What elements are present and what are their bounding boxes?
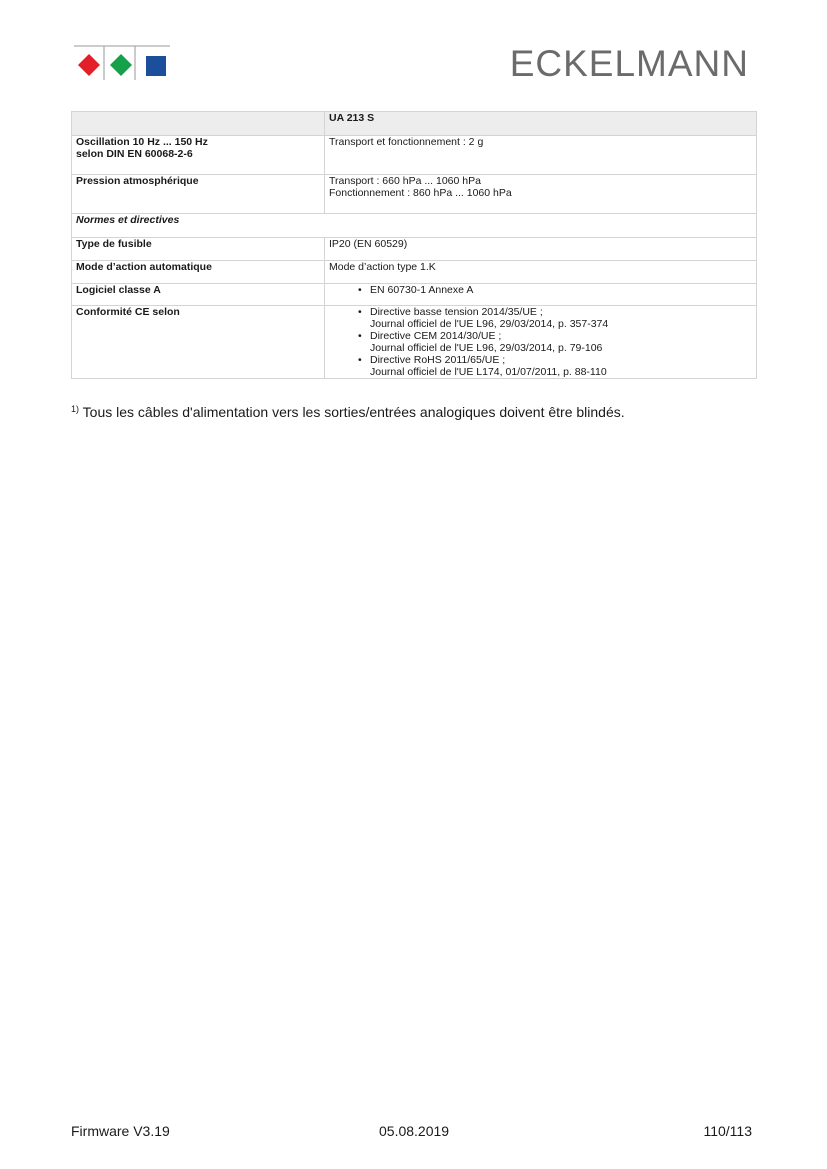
row-value — [325, 175, 757, 214]
list-item — [370, 306, 752, 330]
pression-label: Pression atmosphérique — [72, 175, 325, 214]
ce-item-title: • Directive basse tension 2014/35/UE ; — [370, 306, 543, 318]
footer-firmware: Firmware V3.19 — [71, 1123, 170, 1139]
row-label — [72, 136, 325, 175]
table-row — [72, 306, 757, 379]
ce-item-reference: Journal officiel de l'UE L96, 29/03/2014, p. 79-106 — [370, 342, 603, 354]
header-cell-model: UA 213 S — [325, 112, 757, 136]
section-title: Normes et directives — [72, 214, 757, 238]
ce-label: Conformité CE selon — [72, 306, 325, 379]
table-row — [72, 284, 757, 306]
ce-item-title: • Directive RoHS 2011/65/UE ; — [370, 354, 506, 366]
oscillation-value: Transport et fonctionnement : 2 g — [325, 136, 757, 175]
section-row — [72, 214, 757, 238]
oscillation-label-line2: selon DIN EN 60068-2-6 — [76, 148, 193, 160]
row-value — [325, 284, 757, 306]
table-row — [72, 238, 757, 261]
logiciel-label: Logiciel classe A — [72, 284, 325, 306]
footnote-mark: 1) — [71, 404, 80, 414]
pression-value-line1: Transport : 660 hPa ... 1060 hPa — [329, 175, 481, 187]
row-value — [325, 306, 757, 379]
table-row — [72, 261, 757, 284]
ce-item-title: • Directive CEM 2014/30/UE ; — [370, 330, 502, 342]
ce-item-reference: Journal officiel de l'UE L96, 29/03/2014, p. 357-374 — [370, 318, 609, 330]
eckelmann-logo — [74, 45, 170, 81]
list-item — [370, 354, 752, 378]
mode-label: Mode d’action automatique — [72, 261, 325, 284]
table-header-row — [72, 112, 757, 136]
footer-page-number: 110/113 — [703, 1123, 752, 1139]
pression-value-line2: Fonctionnement : 860 hPa ... 1060 hPa — [329, 187, 512, 199]
header-cell-empty — [72, 112, 325, 136]
ce-list — [329, 306, 752, 378]
table-row — [72, 175, 757, 214]
list-item — [370, 330, 752, 354]
footnote — [71, 404, 625, 420]
mode-value: Mode d’action type 1.K — [325, 261, 757, 284]
fusible-value: IP20 (EN 60529) — [325, 238, 757, 261]
brand-wordmark: ECKELMANN — [509, 43, 749, 84]
ce-item-reference: Journal officiel de l'UE L174, 01/07/2011, p. 88-110 — [370, 366, 607, 378]
oscillation-label-line1: Oscillation 10 Hz ... 150 Hz — [76, 136, 208, 148]
fusible-label: Type de fusible — [72, 238, 325, 261]
footnote-text: Tous les câbles d'alimentation vers les sorties/entrées analogiques doivent être blindés. — [82, 404, 625, 420]
footer-date: 05.08.2019 — [379, 1123, 450, 1139]
logiciel-list — [329, 284, 752, 296]
spec-table — [71, 111, 757, 379]
table-row — [72, 136, 757, 175]
list-item: • EN 60730-1 Annexe A — [370, 284, 752, 296]
